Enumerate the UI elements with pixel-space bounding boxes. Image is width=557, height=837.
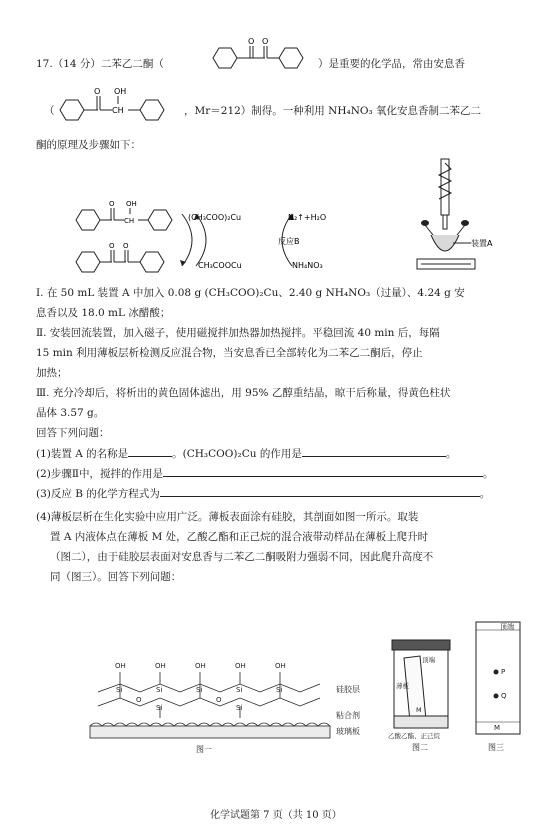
step-3-line-a: Ⅲ. 充分冷却后，将析出的黄色固体滤出，用 95% 乙醇重结晶，晾干后称量，得黄色柱状	[36, 387, 451, 399]
benzoin-oh: OH	[114, 87, 127, 96]
fig1-oh-5: OH	[275, 662, 286, 670]
question-17-line2-mr: ，Mr＝212）制得。一种利用 NH₄NO₃ 氧化安息香制二苯乙二	[184, 105, 482, 117]
scheme-cu-reduced: CH₃COOCu	[198, 261, 242, 270]
apparatus-a-label: 装置A	[471, 239, 493, 248]
question-2	[36, 466, 494, 481]
step-2-line-b: 15 min 利用薄板层析检测反应混合物，当安息香已全部转化为二苯乙二酮后，停止	[36, 347, 423, 359]
step-1-line-b: 息香以及 18.0 mL 冰醋酸；	[36, 307, 171, 319]
question-4-line-c: （图二），由于硅胶层表面对安息香与二苯乙二酮吸附力强弱不同，因此爬升高度不	[50, 551, 434, 563]
spot-q	[494, 694, 499, 699]
fig1-si-1: Si	[116, 686, 123, 694]
fig1-caption: 图一	[196, 745, 212, 754]
fig1-oh-4: OH	[235, 662, 246, 670]
fig1-oh-1: OH	[115, 662, 126, 670]
fig1-si-5: Si	[276, 686, 283, 694]
step-2-line-c: 加热；	[36, 367, 68, 379]
question-4-line-a: (4)薄板层析在生化实验中应用广泛。薄板表面涂有硅胶，其剖面如图一所示。取装	[36, 511, 419, 523]
question-17-line1-end: ）是重要的化学品，常由安息香	[318, 58, 465, 70]
fig2-label-top: 顶端	[422, 656, 435, 664]
question-3-text: (3)反应 B 的化学方程式为	[36, 488, 160, 500]
questions-intro: 回答下列问题：	[36, 427, 110, 439]
benzil-o2: O	[262, 37, 269, 46]
fig1-o-2: O	[216, 696, 222, 704]
fig2-label-m: M	[416, 706, 422, 714]
question-2-period: 。	[483, 468, 494, 480]
answer-blank-3[interactable]	[160, 486, 480, 497]
fig3-caption: 图三	[488, 743, 504, 752]
scheme-benzil-o2: O	[123, 242, 129, 250]
fig1-label-silica: 硅胶层	[336, 685, 360, 694]
spot-p	[494, 670, 499, 675]
fig1-o-1: O	[136, 696, 142, 704]
scheme-benzil-o1: O	[109, 242, 115, 250]
fig1-si-3: Si	[196, 686, 203, 694]
question-1-text-a: (1)装置 A 的名称是	[36, 448, 129, 460]
benzil-o1: O	[248, 37, 255, 46]
fig1-si-6: Si	[156, 704, 163, 712]
page-footer: 化学试题第 7 页（共 10 页）	[210, 810, 342, 821]
answer-blank-2[interactable]	[163, 466, 483, 477]
fig3-label-top: 顶端	[500, 623, 514, 631]
question-17-line2-paren: （	[44, 105, 55, 117]
step-2-line-a: Ⅱ. 安装回流装置，加入磁子，使用磁搅拌加热器加热搅拌。平稳回流 40 min 后，每隔	[36, 327, 440, 339]
fig1-si-7: Si	[236, 704, 243, 712]
fig1-oh-3: OH	[195, 662, 206, 670]
figure-2-tlc-chamber	[386, 636, 458, 754]
figure-3-tlc-plate	[470, 618, 530, 754]
answer-blank-1b[interactable]	[302, 446, 446, 457]
question-3-period: 。	[479, 488, 491, 500]
question-4-line-d: 同（图三）。回答下列问题：	[50, 571, 182, 583]
scheme-nh4no3: NH₄NO₃	[292, 261, 323, 270]
benzoin-ch: CH	[112, 106, 124, 115]
scheme-cu-acetate: (CH₃COO)₂Cu	[188, 213, 242, 222]
fig1-label-glass: 玻璃板	[336, 727, 360, 736]
fig1-oh-2: OH	[155, 662, 166, 670]
question-4-line-b: 置 A 内液体点在薄板 M 处，乙酸乙酯和正己烷的混合液带动样品在薄板上爬升时	[50, 531, 429, 543]
fig3-label-m: M	[494, 724, 501, 732]
step-3-line-b: 晶体 3.57 g。	[36, 407, 105, 419]
scheme-benzoin-o: O	[109, 200, 115, 208]
fig2-caption: 图二	[412, 743, 428, 752]
question-1	[36, 446, 456, 461]
fig1-label-binder: 粘合剂	[336, 711, 360, 720]
scheme-n2-h2o: N₂↑+H₂O	[288, 213, 327, 222]
question-17-line3: 酮的原理及步骤如下：	[36, 139, 141, 151]
fig1-si-2: Si	[156, 686, 163, 694]
scheme-benzoin-oh: OH	[126, 200, 137, 208]
fig2-label-plate: 薄板	[396, 682, 409, 690]
question-1-period: 。	[445, 448, 457, 460]
question-17-line1-start: 17.（14 分）二苯乙二酮（	[36, 58, 164, 70]
benzoin-o: O	[94, 87, 101, 96]
question-1-text-b: 。(CH₃COO)₂Cu 的作用是	[172, 448, 302, 460]
answer-blank-1a[interactable]	[128, 446, 172, 457]
benzil-structure	[199, 36, 321, 76]
question-2-text: (2)步骤Ⅱ中，搅拌的作用是	[36, 468, 164, 480]
step-1-line-a: Ⅰ. 在 50 mL 装置 A 中加入 0.08 g (CH₃COO)₂Cu、2.40 g NH₄NO₃（过量）、4.24 g 安	[36, 287, 465, 299]
fig3-label-q: Q	[501, 692, 507, 700]
apparatus-a-diagram	[405, 155, 525, 280]
fig1-si-4: Si	[236, 686, 243, 694]
fig2-solvent: 乙酸乙酯、正己烷	[388, 732, 440, 740]
figure-1-silica-cross-section	[80, 648, 380, 758]
reaction-scheme	[70, 190, 370, 280]
scheme-reaction-b: 反应B	[278, 237, 300, 246]
fig3-label-p: P	[501, 668, 506, 676]
benzoin-structure	[54, 84, 184, 124]
question-3	[36, 486, 490, 501]
scheme-benzoin-ch: CH	[124, 217, 135, 225]
